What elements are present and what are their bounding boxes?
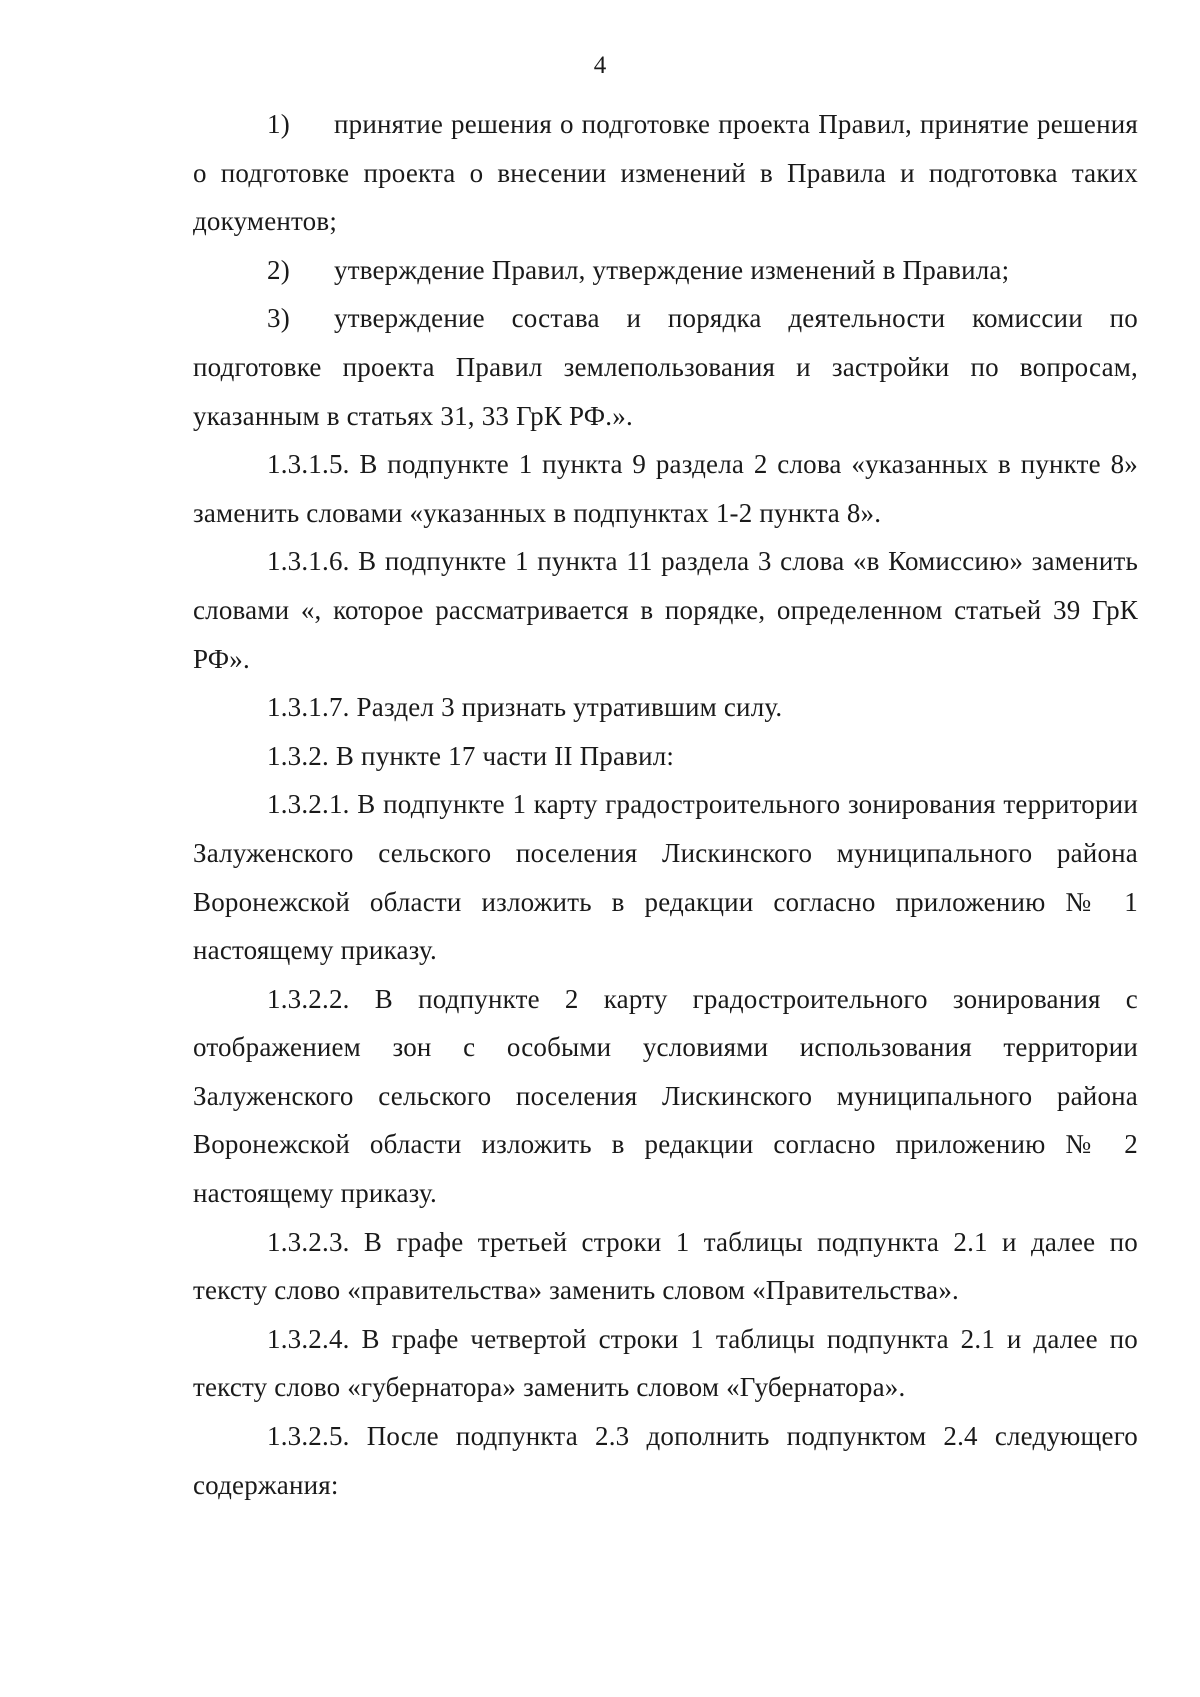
- paragraph-1-3-2-4: 1.3.2.4. В графе четвертой строки 1 таблицы подпункта 2.1 и далее по тексту слово «губернатора» заменить словом «Губернатора».: [193, 1323, 1138, 1403]
- paragraph-1-3-2: 1.3.2. В пункте 17 части II Правил:: [267, 740, 675, 771]
- paragraph-1-3-2-5: 1.3.2.5. После подпункта 2.3 дополнить подпунктом 2.4 следующего содержания:: [193, 1421, 1138, 1500]
- list-marker: 2): [267, 254, 290, 285]
- page-number: 4: [593, 52, 607, 79]
- paragraph-1-3-1-7: 1.3.1.7. Раздел 3 признать утратившим силу.: [267, 692, 783, 723]
- paragraph-1-3-2-3: 1.3.2.3. В графе третьей строки 1 таблицы подпункта 2.1 и далее по тексту слово «правительства» заменить словом «Правительства».: [193, 1226, 1138, 1306]
- paragraph-1-3-1-6: 1.3.1.6. В подпункте 1 пункта 11 раздела 3 слова «в Комиссию» заменить словами «, которое рассматривается в порядке, определенном статьей 39 ГрК РФ».: [193, 546, 1138, 674]
- paragraph-1-3-1-5: 1.3.1.5. В подпункте 1 пункта 9 раздела 2 слова «указанных в пункте 8» заменить словами «указанных в подпунктах 1-2 пункта 8».: [193, 449, 1138, 528]
- list-item: [193, 100, 1138, 246]
- list-marker: 1): [267, 109, 290, 139]
- list-item-text: утверждение Правил, утверждение изменений в Правила;: [334, 254, 1010, 285]
- paragraph-1-3-2-1: 1.3.2.1. В подпункте 1 карту градостроительного зонирования территории Залуженского сельского поселения Лискинского муниципального района Воронежской области изложить в редакции согласно приложению № 1 настоящему приказу.: [193, 789, 1138, 966]
- list-item-text: принятие решения о подготовке проекта Правил, принятие решения о подготовке проекта о внесении изменений в Правила и подготовка таких документов;: [193, 109, 1138, 237]
- paragraph-1-3-2-2: 1.3.2.2. В подпункте 2 карту градостроительного зонирования с отображением зон с особыми условиями использования территории Залуженского сельского поселения Лискинского муниципального района Воронежской области изложить в редакции согласно приложению № 2 настоящему приказу.: [193, 983, 1138, 1209]
- document-body: [193, 100, 1138, 1509]
- list-item-text: утверждение состава и порядка деятельности комиссии по подготовке проекта Правил землепользования и застройки по вопросам, указанным в статьях 31, 33 ГрК РФ.».: [193, 303, 1138, 431]
- list-marker: 3): [267, 303, 290, 334]
- list-item: [193, 246, 1138, 295]
- list-item: [193, 294, 1138, 440]
